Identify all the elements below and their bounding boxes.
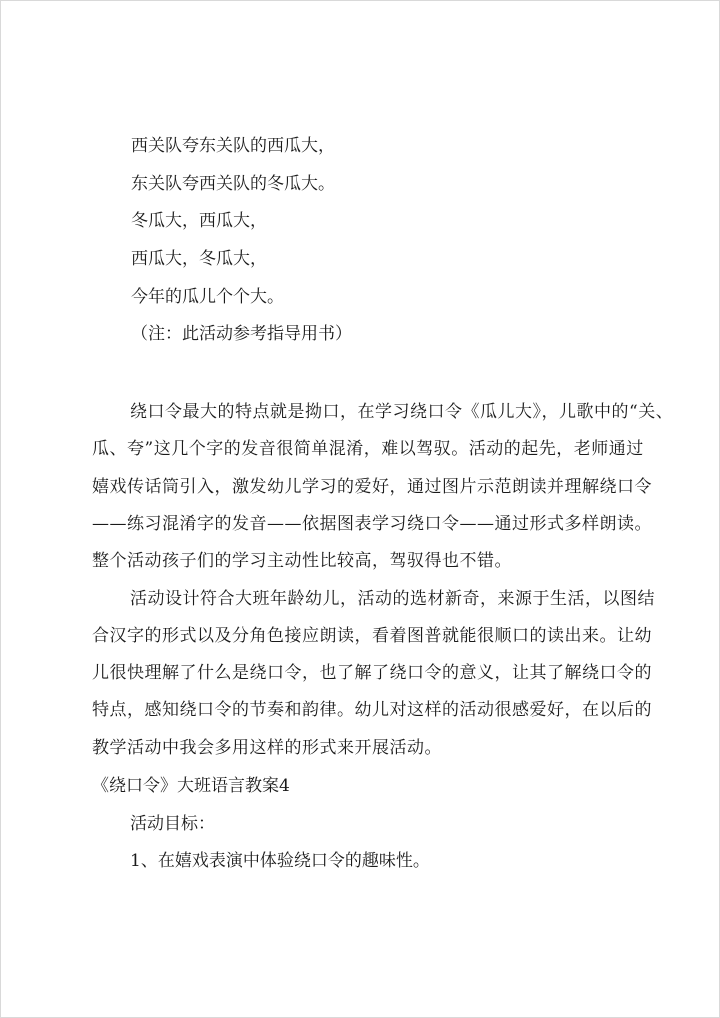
reflection2-line-3: 儿很快理解了什么是绕口令，也了解了绕口令的意义，让其了解绕口令的 (92, 663, 652, 683)
reflection1-line-2: 瓜、夸”这几个字的发音很简单混淆，难以驾驭。活动的起先，老师通过 (92, 439, 644, 459)
poem-line-4: 西瓜大，冬瓜大， (131, 249, 267, 269)
reflection1-line-5: 整个活动孩子们的学习主动性比较高，驾驭得也不错。 (92, 551, 512, 571)
reflection1-line-3: 嬉戏传话筒引入，激发幼儿学习的爱好，通过图片示范朗读并理解绕口令 (92, 477, 652, 497)
poem-line-5: 今年的瓜儿个个大。 (131, 287, 284, 307)
poem-line-2: 东关队夸西关队的冬瓜大。 (131, 174, 335, 194)
activity-note: （注：此活动参考指导用书） (131, 324, 352, 344)
goal-item-1: 1、在嬉戏表演中体验绕口令的趣味性。 (130, 851, 430, 871)
goals-heading: 活动目标： (130, 814, 215, 834)
reflection2-line-5: 教学活动中我会多用这样的形式来开展活动。 (92, 738, 442, 758)
reflection2-line-4: 特点，感知绕口令的节奏和韵律。幼儿对这样的活动很感爱好，在以后的 (92, 700, 652, 720)
reflection2-line-2: 合汉字的形式以及分角色接应朗读，看着图普就能很顺口的读出来。让幼 (92, 626, 652, 646)
poem-line-1: 西关队夸东关队的西瓜大， (131, 136, 335, 156)
reflection1-line-4: ——练习混淆字的发音——依据图表学习绕口令——通过形式多样朗读。 (92, 514, 652, 534)
section-title: 《绕口令》大班语言教案4 (92, 776, 290, 796)
reflection1-line-1: 绕口令最大的特点就是拗口，在学习绕口令《瓜儿大》，儿歌中的“关、 (130, 402, 674, 422)
reflection2-line-1: 活动设计符合大班年龄幼儿，活动的选材新奇，来源于生活，以图结 (130, 589, 655, 609)
poem-line-3: 冬瓜大，西瓜大， (131, 211, 267, 231)
